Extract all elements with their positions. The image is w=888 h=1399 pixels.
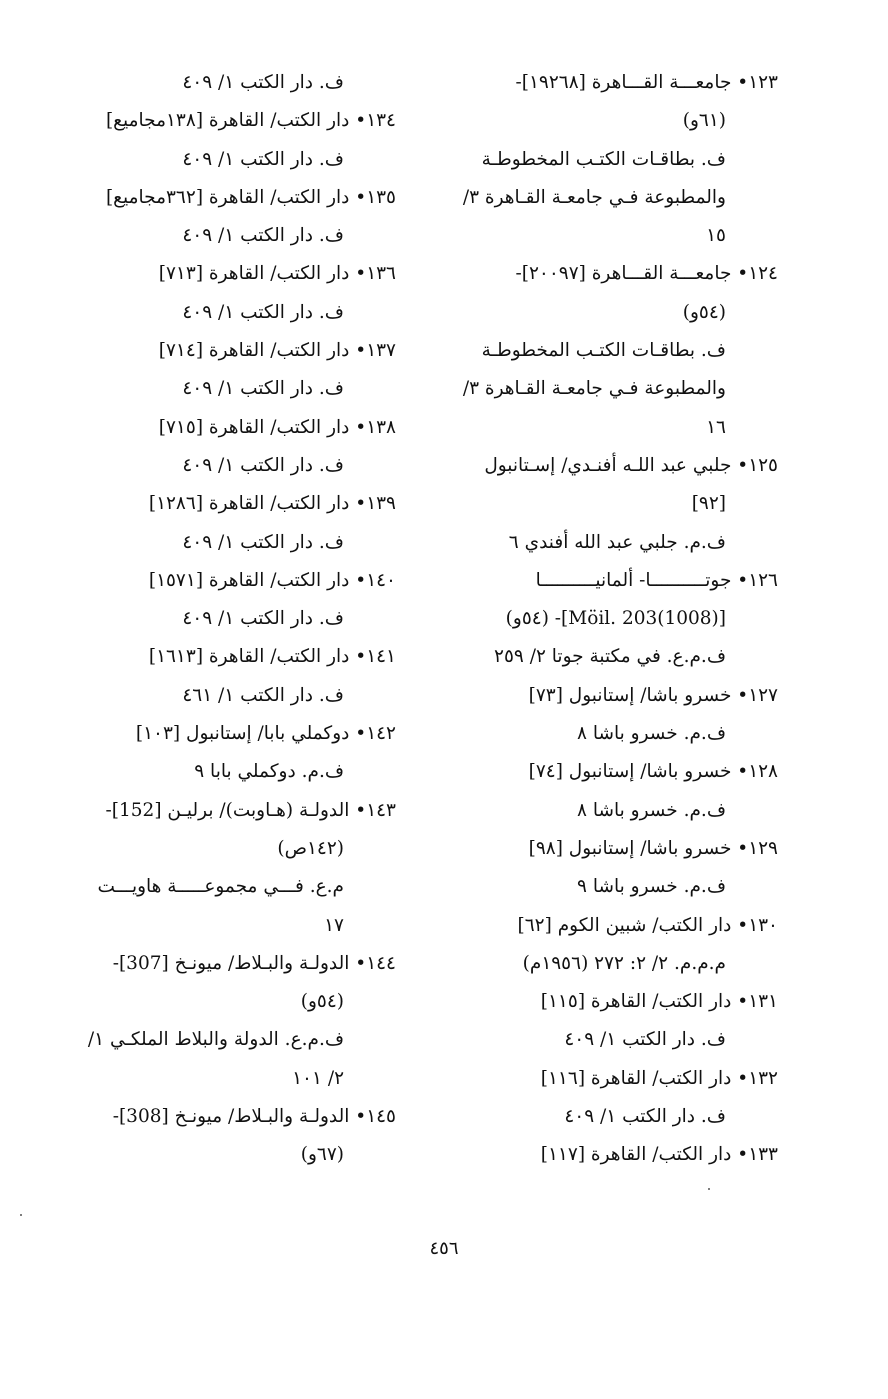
reference-line: ف.م. دوكملي بابا ٩ xyxy=(194,761,344,783)
catalog-entry-line: ١٤٢• دوكملي بابا/ إستانبول [١٠٣] xyxy=(135,723,396,745)
reference-line: ف. دار الكتب ١/ ٤٠٩ xyxy=(182,225,344,247)
scan-speck xyxy=(20,1214,22,1216)
catalog-entry-line: ١٤٣• الدولـة (هـاوبت)/ برليـن [152]- xyxy=(105,799,396,821)
catalog-entry-line: ١٤٤• الدولـة والبـلاط/ ميونـخ [307]- xyxy=(112,952,396,974)
catalog-entry-line: ١٣٩• دار الكتب/ القاهرة [١٢٨٦] xyxy=(148,493,396,515)
catalog-entry-line: ١٤١• دار الكتب/ القاهرة [١٦١٣] xyxy=(148,646,396,668)
catalog-entry-line: ١٣٢• دار الكتب/ القاهرة [١١٦] xyxy=(540,1067,778,1089)
continuation-line: (٥٤و) xyxy=(682,301,726,323)
reference-line: ف. دار الكتب ١/ ٤٠٩ xyxy=(182,301,344,323)
reference-line: ١٧ xyxy=(324,914,344,936)
catalog-entry-line: ١٤٠• دار الكتب/ القاهرة [١٥٧١] xyxy=(148,569,396,591)
catalog-entry-line: ١٢٦• جوتــــــــــا- ألمانيــــــــــا xyxy=(535,569,778,591)
reference-line: ف. دار الكتب ١/ ٤٦١ xyxy=(182,684,344,706)
page-number: ٤٥٦ xyxy=(429,1238,459,1259)
catalog-entry-line: ١٣٧• دار الكتب/ القاهرة [٧١٤] xyxy=(158,340,396,362)
catalog-entry-line: ١٤٥• الدولـة والبـلاط/ ميونـخ [308]- xyxy=(112,1106,396,1128)
reference-line: ف. دار الكتب ١/ ٤٠٩ xyxy=(564,1106,726,1128)
reference-line: ف. دار الكتب ١/ ٤٠٩ xyxy=(182,454,344,476)
catalog-entry-line: ١٢٧• خسرو باشا/ إستانبول [٧٣] xyxy=(528,684,778,706)
catalog-entry-line: ١٣٦• دار الكتب/ القاهرة [٧١٣] xyxy=(158,263,396,285)
reference-line: م.ع. فـــي مجموعـــــة هاويـــت xyxy=(97,876,344,898)
catalog-entry-line: ١٢٨• خسرو باشا/ إستانبول [٧٤] xyxy=(528,761,778,783)
left-column xyxy=(58,64,396,1175)
reference-line: والمطبوعة فـي جامعـة القـاهرة ٣/ xyxy=(462,186,726,208)
catalog-entry-line: ١٣٨• دار الكتب/ القاهرة [٧١٥] xyxy=(158,416,396,438)
reference-line: ف. دار الكتب ١/ ٤٠٩ xyxy=(564,1029,726,1051)
reference-line: ف.م. خسرو باشا ٨ xyxy=(577,723,726,745)
right-column xyxy=(440,64,778,1175)
reference-line: والمطبوعة فـي جامعـة القـاهرة ٣/ xyxy=(462,378,726,400)
continuation-line: (٦١و) xyxy=(682,110,726,132)
reference-line: ف. دار الكتب ١/ ٤٠٩ xyxy=(182,378,344,400)
catalog-entry-line: ١٣٥• دار الكتب/ القاهرة [٣٦٢مجاميع] xyxy=(105,186,396,208)
catalog-entry-line: ١٣٣• دار الكتب/ القاهرة [١١٧] xyxy=(540,1144,778,1166)
catalog-entry-line: ١٢٤• جامعـــة القـــاهرة [٢٠٠٩٧]- xyxy=(515,263,778,285)
reference-line: م.م.م. ٢/ ٢: ٢٧٢ (١٩٥٦م) xyxy=(522,952,726,974)
reference-line: ف. دار الكتب ١/ ٤٠٩ xyxy=(182,531,344,553)
continuation-line: (٦٧و) xyxy=(300,1144,344,1166)
catalog-entry-line: ١٢٣• جامعـــة القـــاهرة [١٩٢٦٨]- xyxy=(515,72,778,93)
reference-line: ف.م. خسرو باشا ٨ xyxy=(577,799,726,821)
catalog-entry-line: ١٣٤• دار الكتب/ القاهرة [١٣٨مجاميع] xyxy=(105,110,396,132)
reference-line: ف. دار الكتب ١/ ٤٠٩ xyxy=(182,72,344,93)
continuation-line: [٩٢] xyxy=(691,493,726,515)
continuation-line: (١٤٢ص) xyxy=(277,837,344,859)
continuation-line: [Möil. 203(1008)]- (٥٤و) xyxy=(505,608,726,630)
reference-line: ف.م. جلبي عبد الله أفندي ٦ xyxy=(508,531,726,553)
reference-line: ٢/ ١٠١ xyxy=(292,1067,344,1089)
reference-line: ١٦ xyxy=(706,416,726,438)
catalog-entry-line: ١٢٥• جلبي عبد اللـه أفنـدي/ إسـتانبول xyxy=(484,454,778,476)
reference-line: ف.م.ع. في مكتبة جوتا ٢/ ٢٥٩ xyxy=(494,646,726,668)
reference-line: ف. دار الكتب ١/ ٤٠٩ xyxy=(182,608,344,630)
reference-line: ف.م. خسرو باشا ٩ xyxy=(577,876,726,898)
catalog-entry-line: ١٢٩• خسرو باشا/ إستانبول [٩٨] xyxy=(528,837,778,859)
reference-line: ف.م.ع. الدولة والبلاط الملكـي ١/ xyxy=(87,1029,344,1051)
scan-speck xyxy=(708,1188,710,1190)
catalog-entry-line: ١٣٠• دار الكتب/ شبين الكوم [٦٢] xyxy=(517,914,778,936)
catalog-entry-line: ١٣١• دار الكتب/ القاهرة [١١٥] xyxy=(540,991,778,1013)
reference-line: ١٥ xyxy=(706,225,726,247)
reference-line: ف. بطاقـات الكتـب المخطوطـة xyxy=(481,340,726,362)
reference-line: ف. بطاقـات الكتـب المخطوطـة xyxy=(481,148,726,170)
reference-line: ف. دار الكتب ١/ ٤٠٩ xyxy=(182,148,344,170)
continuation-line: (٥٤و) xyxy=(300,991,344,1013)
